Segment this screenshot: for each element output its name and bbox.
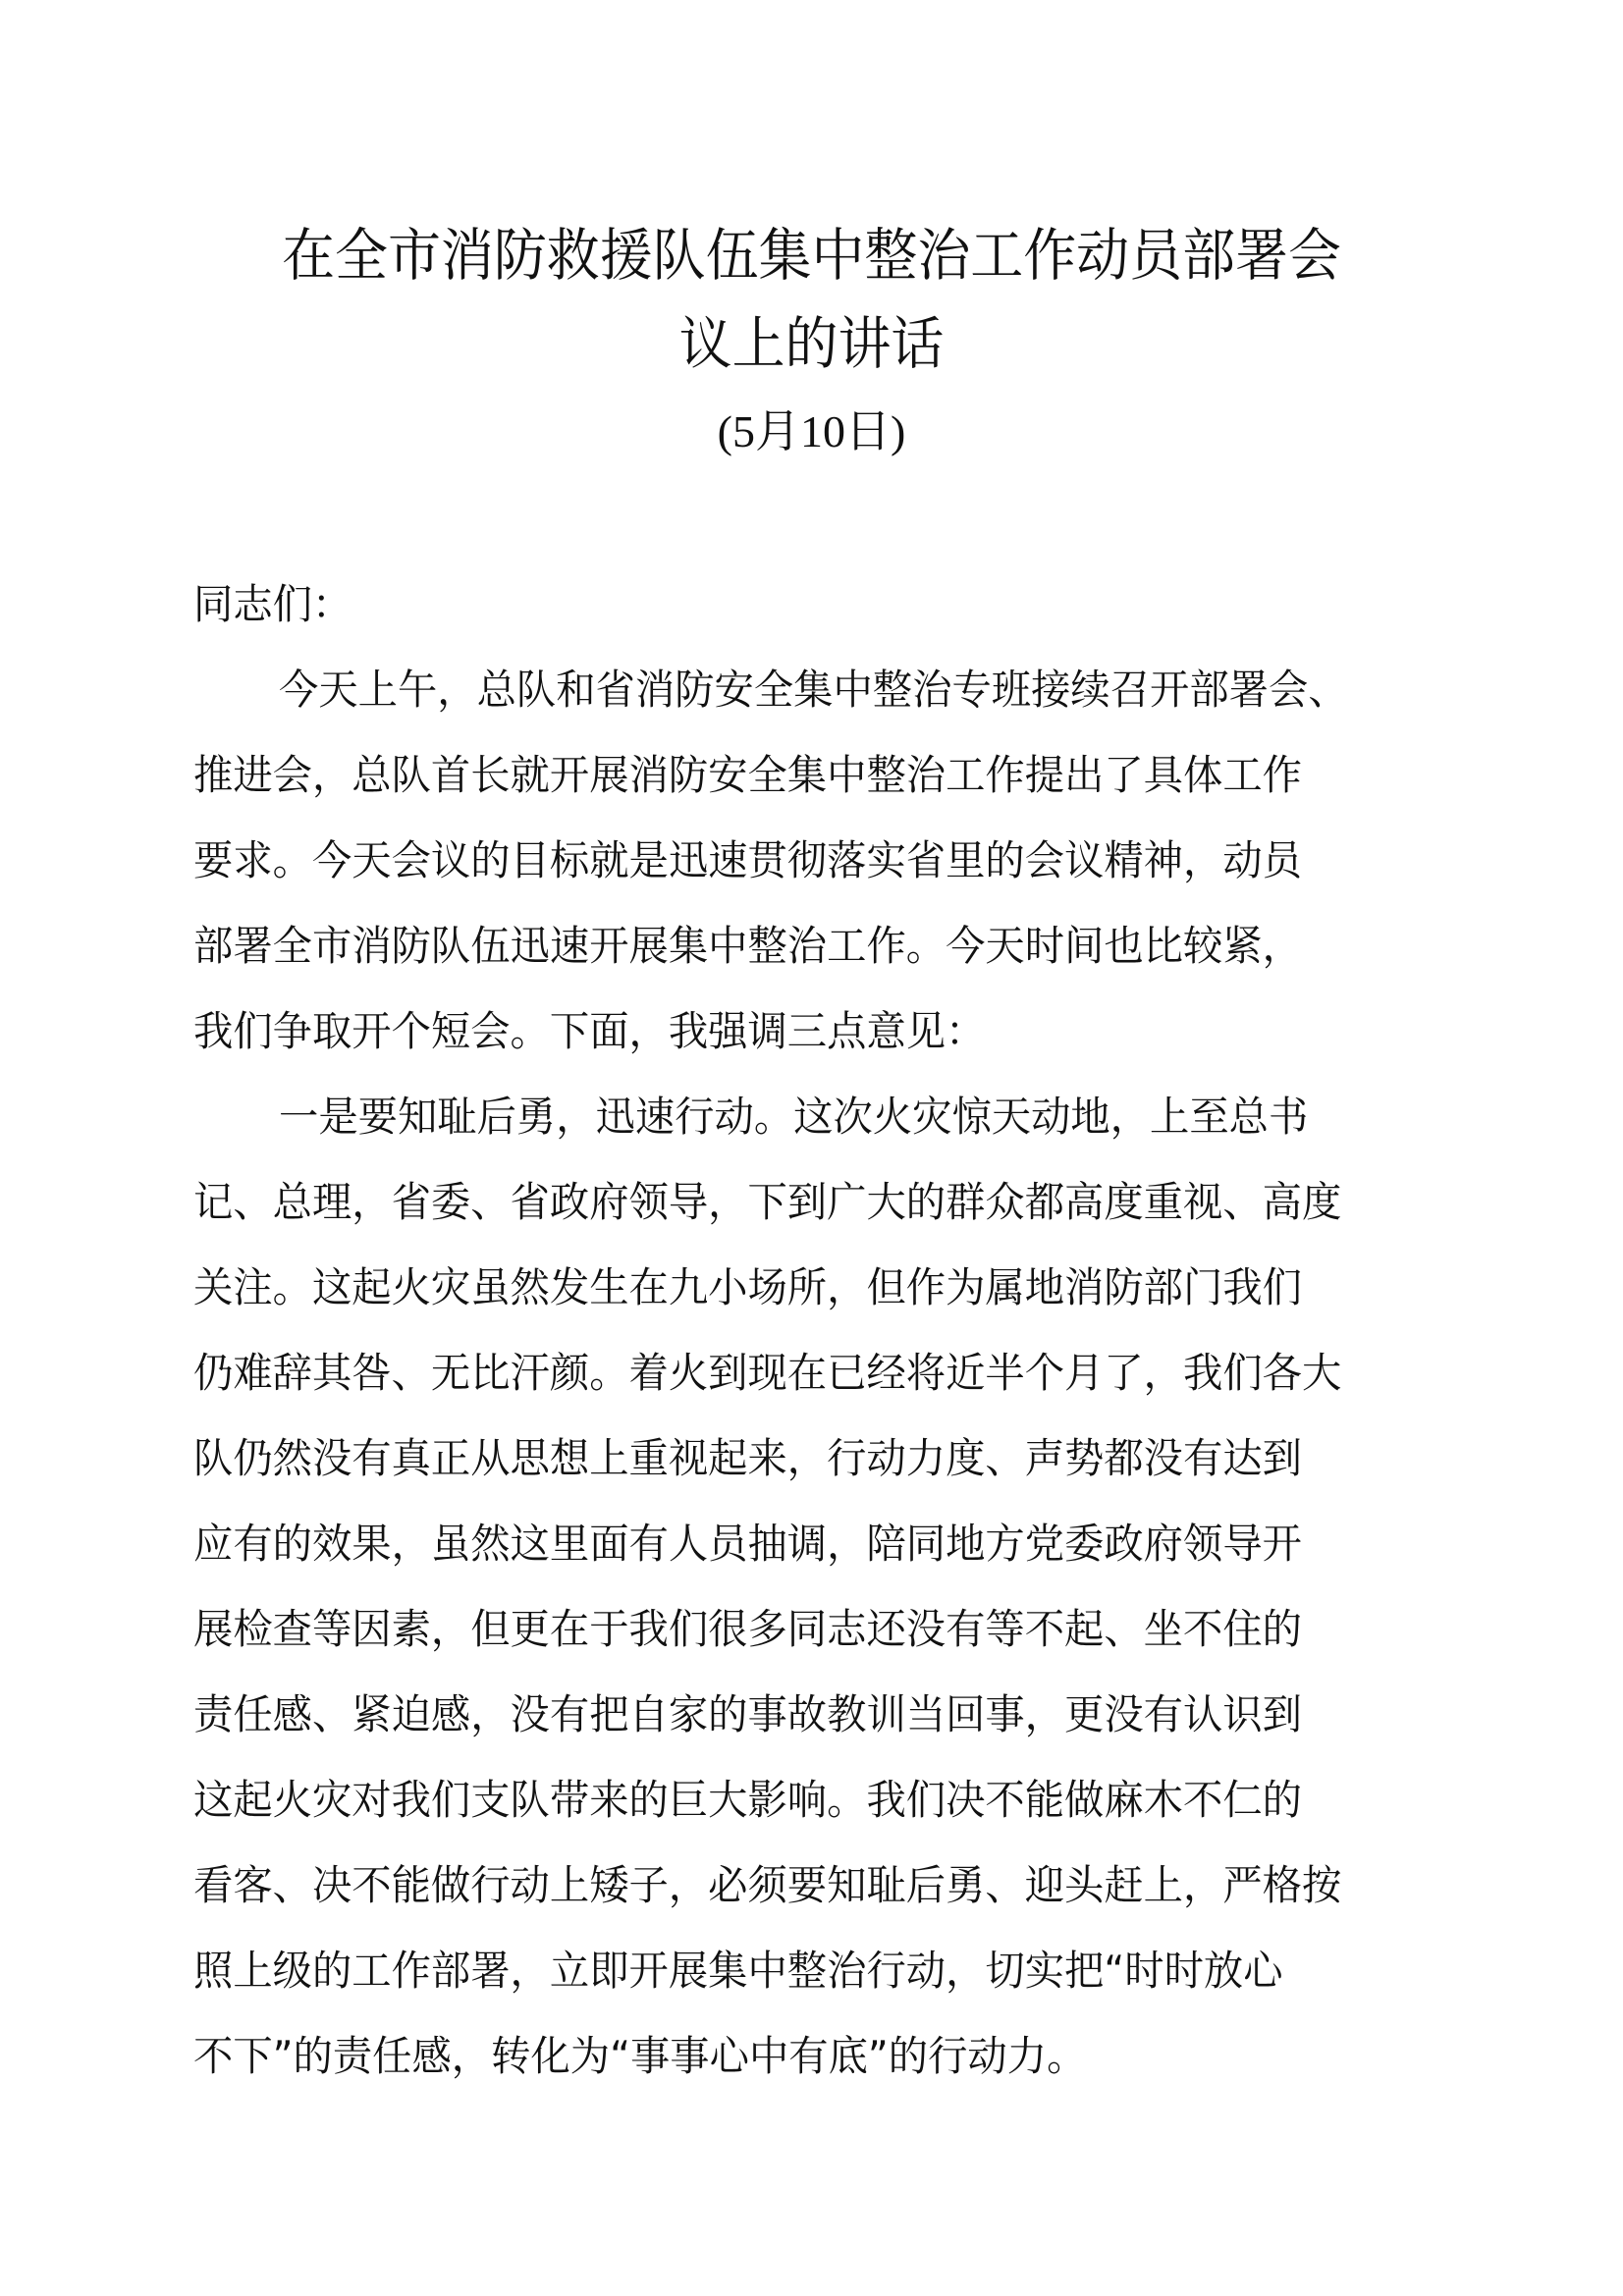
paragraph-2-line-10: 看客、决不能做行动上矮子，必须要知耻后勇、迎头赶上，严格按 <box>193 1861 1342 1909</box>
paragraph-2-line-4: 仍难辞其咎、无比汗颜。着火到现在已经将近半个月了，我们各大 <box>193 1349 1342 1397</box>
paragraph-2-line-9: 这起火灾对我们支队带来的巨大影响。我们决不能做麻木不仁的 <box>193 1776 1302 1824</box>
paragraph-2-line-2: 记、总理，省委、省政府领导，下到广大的群众都高度重视、高度 <box>193 1178 1342 1226</box>
paragraph-2-line-11: 照上级的工作部署，立即开展集中整治行动，切实把“时时放心 <box>193 1947 1283 1995</box>
paragraph-1-line-2: 推进会，总队首长就开展消防安全集中整治工作提出了具体工作 <box>193 751 1302 799</box>
paragraph-1-line-1: 今天上午，总队和省消防安全集中整治专班接续召开部署会、 <box>279 666 1348 714</box>
paragraph-2-line-5: 队仍然没有真正从思想上重视起来，行动力度、声势都没有达到 <box>193 1434 1302 1482</box>
paragraph-2-line-7: 展检查等因素，但更在于我们很多同志还没有等不起、坐不住的 <box>193 1605 1302 1653</box>
document-title-line-1: 在全市消防救援队伍集中整治工作动员部署会 <box>282 222 1341 289</box>
paragraph-1-line-5: 我们争取开个短会。下面，我强调三点意见： <box>193 1007 986 1055</box>
paragraph-1-line-3: 要求。今天会议的目标就是迅速贯彻落实省里的会议精神，动员 <box>193 836 1302 884</box>
paragraph-2-line-8: 责任感、紧迫感，没有把自家的事故教训当回事，更没有认识到 <box>193 1690 1302 1738</box>
paragraph-2-line-1: 一是要知耻后勇，迅速行动。这次火灾惊天动地，上至总书 <box>279 1093 1309 1141</box>
paragraph-1-line-4: 部署全市消防队伍迅速开展集中整治工作。今天时间也比较紧， <box>193 922 1302 970</box>
document-title-line-2: 议上的讲话 <box>678 310 945 377</box>
paragraph-2-line-3: 关注。这起火灾虽然发生在九小场所，但作为属地消防部门我们 <box>193 1263 1302 1311</box>
paragraph-2-line-6: 应有的效果，虽然这里面有人员抽调，陪同地方党委政府领导开 <box>193 1520 1302 1568</box>
paragraph-2-line-12: 不下”的责任感，转化为“事事心中有底”的行动力。 <box>193 2032 1087 2080</box>
document-date: (5月10日) <box>717 406 906 456</box>
salutation: 同志们： <box>193 580 352 628</box>
